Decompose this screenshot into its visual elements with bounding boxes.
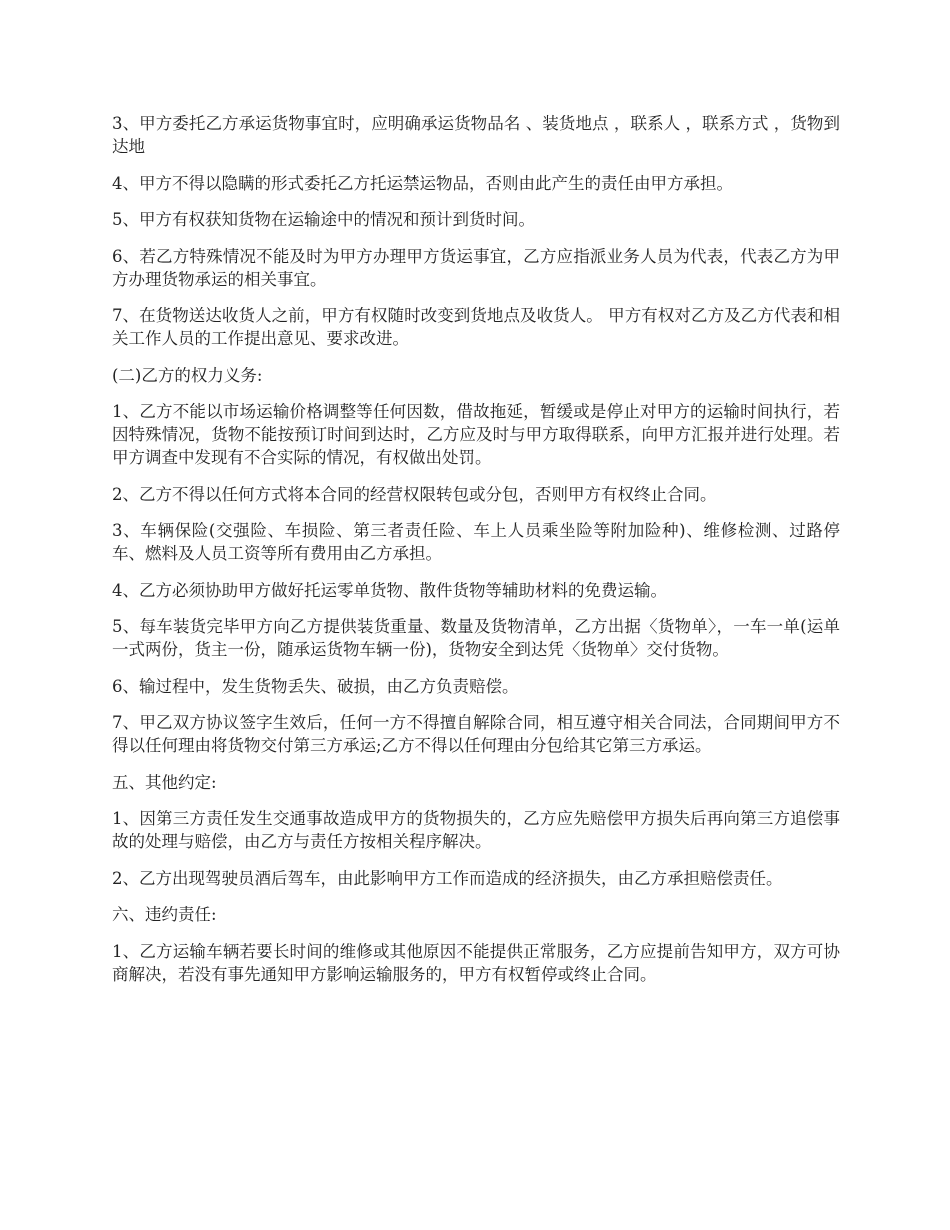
section-heading-other-terms: 五、其他约定: — [112, 772, 217, 792]
paragraph-clause-b5: 5、每车装货完毕甲方向乙方提供装货重量、数量及货物清单，乙方出据〈货物单〉，一车一单(运单一式两份，货主一份，随承运货物车辆一份)，货物安全到达凭〈货物单〉交付货物。 — [112, 617, 840, 659]
paragraph-clause-b4: 4、乙方必须协助甲方做好托运零单货物、散件货物等辅助材料的免费运输。 — [112, 580, 667, 600]
paragraph-clause-a7: 7、在货物送达收货人之前，甲方有权随时改变到货地点及收货人。 甲方有权对乙方及乙方代表和相关工作人员的工作提出意见、要求改进。 — [112, 306, 840, 348]
paragraph-clause-d1: 1、乙方运输车辆若要长时间的维修或其他原因不能提供正常服务，乙方应提前告知甲方，双方可协商解决，若没有事先通知甲方影响运输服务的，甲方有权暂停或终止合同。 — [112, 941, 840, 984]
paragraph-clause-b6: 6、输过程中，发生货物丢失、破损，由乙方负责赔偿。 — [112, 676, 519, 696]
paragraph-clause-c2: 2、乙方出现驾驶员酒后驾车，由此影响甲方工作而造成的经济损失，由乙方承担赔偿责任。 — [112, 868, 783, 888]
document-body — [112, 112, 840, 999]
paragraph-clause-c1: 1、因第三方责任发生交通事故造成甲方的货物损失的，乙方应先赔偿甲方损失后再向第三方追偿事故的处理与赔偿，由乙方与责任方按相关程序解决。 — [112, 809, 840, 851]
paragraph-clause-b7: 7、甲乙双方协议签字生效后，任何一方不得擅自解除合同，相互遵守相关合同法，合同期间甲方不得以任何理由将货物交付第三方承运;乙方不得以任何理由分包给其它第三方承运。 — [112, 713, 840, 755]
paragraph-clause-b1: 1、乙方不能以市场运输价格调整等任何因数，借故拖延，暂缓或是停止对甲方的运输时间执行，若因特殊情况，货物不能按预订时间到达时，乙方应及时与甲方取得联系，向甲方汇报并进行处理。若甲方调查中发现有不合实际的情况，有权做出处罚。 — [112, 402, 840, 467]
section-heading-breach-liability: 六、违约责任: — [112, 905, 217, 924]
section-heading-party-b-duties: (二)乙方的权力义务: — [112, 365, 263, 385]
paragraph-clause-b3: 3、车辆保险(交强险、车损险、第三者责任险、车上人员乘坐险等附加险种)、维修检测、过路停车、燃料及人员工资等所有费用由乙方承担。 — [112, 521, 840, 563]
paragraph-clause-a6: 6、若乙方特殊情况不能及时为甲方办理甲方货运事宜，乙方应指派业务人员为代表，代表乙方为甲方办理货物承运的相关事宜。 — [112, 246, 840, 289]
paragraph-clause-a4: 4、甲方不得以隐瞒的形式委托乙方托运禁运物品，否则由此产生的责任由甲方承担。 — [112, 173, 733, 193]
paragraph-clause-a5: 5、甲方有权获知货物在运输途中的情况和预计到货时间。 — [112, 210, 535, 229]
paragraph-clause-a3: 3、甲方委托乙方承运货物事宜时，应明确承运货物品名 、装货地点 ，联系人 ，联系方式 ，货物到达地 — [112, 114, 840, 156]
paragraph-clause-b2: 2、乙方不得以任何方式将本合同的经营权限转包或分包，否则甲方有权终止合同。 — [112, 484, 717, 504]
